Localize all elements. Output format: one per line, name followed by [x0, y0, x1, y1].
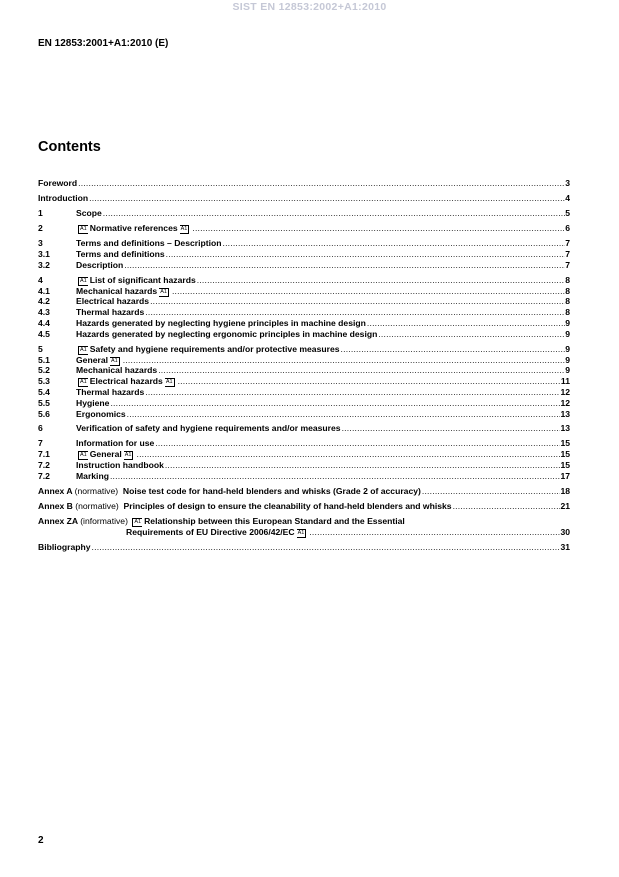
toc-title: Hygiene [76, 397, 110, 408]
toc-entry-introduction[interactable] [38, 193, 570, 204]
toc-number: 4.1 [38, 285, 50, 296]
toc-entry-5-4[interactable] [38, 387, 570, 398]
toc-page: 21 [560, 500, 570, 511]
toc-title: Ergonomics [76, 408, 126, 419]
toc-page: 9 [565, 365, 570, 376]
toc-entry-7[interactable] [38, 438, 570, 449]
toc-number: 5.2 [38, 365, 50, 376]
toc-title: Introduction [38, 193, 89, 203]
toc-page: 9 [565, 354, 570, 365]
amendment-end-marker: A1 [180, 226, 188, 232]
toc-page: 8 [565, 274, 570, 285]
annex-kind: (informative) [80, 515, 128, 526]
toc-number: 5 [38, 343, 43, 354]
toc-title: General [76, 354, 109, 365]
toc-page: 3 [565, 178, 570, 188]
toc-page: 9 [565, 328, 570, 339]
toc-number: 4.3 [38, 307, 50, 318]
toc-entry-annex-b[interactable] [38, 501, 570, 512]
toc-number: 5.4 [38, 386, 50, 397]
toc-title: Hazards generated by neglecting hygiene principles in machine design [76, 317, 366, 328]
toc-number: 4.2 [38, 296, 50, 307]
toc-number: 7.2 [38, 470, 50, 481]
amendment-start-marker: A1 [80, 379, 87, 386]
toc-number: 7.2 [38, 460, 50, 471]
toc-number: 4.4 [38, 317, 50, 328]
toc-leader-dots [367, 318, 565, 329]
toc-page: 9 [565, 343, 570, 354]
toc-entry-5-2[interactable] [38, 365, 570, 376]
toc-page: 18 [560, 485, 570, 496]
toc-title: Bibliography [38, 541, 91, 552]
amendment-start-marker: A1 [134, 518, 142, 525]
toc-title: Electrical hazards [89, 376, 163, 387]
toc-page: 6 [565, 223, 570, 233]
toc-leader-dots [178, 376, 561, 387]
amendment-start-marker: A1 [80, 277, 87, 284]
toc-leader-dots [123, 355, 565, 366]
toc-leader-dots [453, 501, 561, 512]
toc-page: 13 [560, 423, 570, 434]
toc-title: Terms and definitions – Description [76, 238, 222, 248]
toc-leader-dots [341, 344, 566, 355]
toc-title: Principles of design to ensure the cleanability of hand-held blenders and whisks [123, 500, 452, 511]
toc-number: 3.2 [38, 259, 50, 270]
toc-entry-7-2-marking[interactable] [38, 471, 570, 482]
toc-page: 12 [560, 397, 570, 408]
toc-leader-dots [222, 238, 565, 249]
toc-number: 3 [38, 238, 43, 248]
toc-title: Information for use [76, 438, 155, 449]
toc-leader-dots [309, 527, 560, 538]
amendment-end-marker: A1 [297, 529, 305, 536]
toc-leader-dots [197, 275, 565, 286]
toc-entry-annex-za[interactable] [38, 516, 570, 527]
toc-page: 31 [560, 541, 570, 552]
toc-leader-dots [89, 193, 565, 204]
amendment-end-marker: A1 [165, 379, 173, 386]
toc-title: Description [76, 259, 124, 270]
amendment-end-marker: A1 [160, 288, 167, 295]
toc-entry-2[interactable] [38, 223, 570, 234]
toc-title: Normative references [89, 223, 178, 233]
toc-entry-5-3[interactable] [38, 376, 570, 387]
toc-page: 7 [565, 259, 570, 270]
annex-kind: (normative) [75, 500, 119, 511]
amendment-start-marker: A1 [80, 452, 87, 459]
toc-page: 17 [560, 470, 570, 481]
toc-number: 5.6 [38, 408, 50, 419]
toc-page: 4 [565, 193, 570, 203]
toc-entry-4-2[interactable] [38, 296, 570, 307]
toc-title: Hazards generated by neglecting ergonomic principles in machine design [76, 328, 378, 339]
toc-leader-dots [192, 223, 565, 234]
toc-entry-3-1[interactable] [38, 249, 570, 260]
toc-title: Thermal hazards [76, 386, 145, 397]
toc-number: 1 [38, 208, 43, 218]
toc-leader-dots [124, 260, 565, 271]
toc-leader-dots [78, 178, 565, 189]
toc-title: Scope [76, 208, 102, 218]
annex-label: Annex B [38, 500, 73, 511]
toc-leader-dots [342, 423, 561, 434]
toc-leader-dots [165, 460, 561, 471]
toc-page: 12 [560, 386, 570, 397]
toc-entry-bibliography[interactable] [38, 542, 570, 553]
toc-leader-dots [172, 286, 565, 297]
toc-page: 30 [560, 526, 570, 537]
toc-leader-dots [166, 249, 566, 260]
toc-title: Mechanical hazards [76, 365, 158, 376]
toc-leader-dots [145, 307, 565, 318]
toc-title: Instruction handbook [76, 460, 164, 471]
toc-number: 5.5 [38, 397, 50, 408]
toc-page: 15 [560, 449, 570, 460]
toc-number: 7.1 [38, 449, 50, 460]
toc-page: 8 [565, 296, 570, 307]
annex-kind: (normative) [74, 485, 119, 496]
toc-entry-5-5[interactable] [38, 398, 570, 409]
toc-page: 9 [565, 317, 570, 328]
toc-leader-dots [150, 296, 565, 307]
toc-title: Mechanical hazards [76, 285, 158, 296]
toc-number: 4 [38, 274, 43, 285]
toc-number: 2 [38, 223, 43, 233]
toc-entry-3-2[interactable] [38, 260, 570, 271]
contents-heading: Contents [38, 139, 101, 155]
toc-leader-dots [103, 208, 565, 219]
toc-number: 4.5 [38, 328, 50, 339]
toc-page: 15 [560, 438, 570, 449]
toc-page: 11 [560, 376, 570, 387]
toc-number: 6 [38, 423, 43, 434]
toc-leader-dots [110, 471, 560, 482]
watermark: SIST EN 12853:2002+A1:2010 [232, 1, 387, 13]
toc-entry-7-2-instruction[interactable] [38, 460, 570, 471]
annex-label: Annex A [38, 485, 73, 496]
toc-page: 5 [565, 208, 570, 218]
toc-entry-5-6[interactable] [38, 409, 570, 420]
toc-title-line1: Relationship between this European Standard and the Essential [144, 515, 405, 526]
toc-title-line2: Requirements of EU Directive 2006/42/EC [126, 526, 295, 537]
toc-entry-4-3[interactable] [38, 307, 570, 318]
toc-entry-5-1[interactable] [38, 355, 570, 366]
toc-number: 5.1 [38, 354, 50, 365]
amendment-end-marker: A1 [124, 452, 132, 459]
toc-title: Noise test code for hand-held blenders and whisks (Grade 2 of accuracy) [122, 485, 421, 496]
toc-page: 7 [565, 249, 570, 259]
annex-label: Annex ZA [38, 515, 78, 526]
toc-entry-4[interactable] [38, 275, 570, 286]
toc-page: 8 [565, 285, 570, 296]
toc-entry-6[interactable] [38, 423, 570, 434]
toc-entry-3[interactable] [38, 238, 570, 249]
toc-page: 7 [565, 238, 570, 248]
toc-entry-annex-a[interactable] [38, 486, 570, 497]
toc-number: 5.3 [38, 376, 50, 387]
toc-number: 3.1 [38, 249, 50, 259]
toc-title: List of significant hazards [89, 274, 196, 285]
toc-title: Terms and definitions [76, 249, 165, 259]
amendment-start-marker: A1 [80, 226, 87, 232]
toc-page: 8 [565, 307, 570, 318]
toc-leader-dots [422, 486, 561, 497]
toc-leader-dots [155, 438, 560, 449]
toc-entry-4-1[interactable] [38, 286, 570, 297]
toc-page: 15 [560, 460, 570, 471]
toc-page: 13 [560, 408, 570, 419]
toc-leader-dots [110, 398, 560, 409]
toc-title: Marking [76, 470, 109, 481]
toc-leader-dots [158, 365, 565, 376]
toc-entry-7-1[interactable] [38, 449, 570, 460]
toc-title: Electrical hazards [76, 296, 150, 307]
toc-entry-5[interactable] [38, 344, 570, 355]
toc-entry-annex-za-continued[interactable] [38, 527, 570, 538]
toc-leader-dots [145, 387, 560, 398]
toc-leader-dots [136, 449, 560, 460]
toc-title: Safety and hygiene requirements and/or protective measures [89, 343, 340, 354]
amendment-end-marker: A1 [111, 357, 118, 364]
toc-title: General [89, 449, 122, 460]
toc-entry-foreword[interactable] [38, 178, 570, 189]
page-number: 2 [38, 835, 44, 846]
toc-title: Thermal hazards [76, 307, 145, 318]
toc-title: Foreword [38, 178, 78, 188]
toc-entry-4-4[interactable] [38, 318, 570, 329]
toc-number: 7 [38, 438, 43, 449]
toc-leader-dots [127, 409, 561, 420]
document-identifier: EN 12853:2001+A1:2010 (E) [38, 38, 169, 49]
toc-title: Verification of safety and hygiene requirements and/or measures [76, 423, 341, 434]
toc-leader-dots [378, 329, 565, 340]
amendment-start-marker: A1 [80, 346, 87, 353]
toc-leader-dots [92, 542, 561, 553]
toc-entry-4-5[interactable] [38, 329, 570, 340]
table-of-contents [38, 178, 570, 553]
toc-entry-1[interactable] [38, 208, 570, 219]
